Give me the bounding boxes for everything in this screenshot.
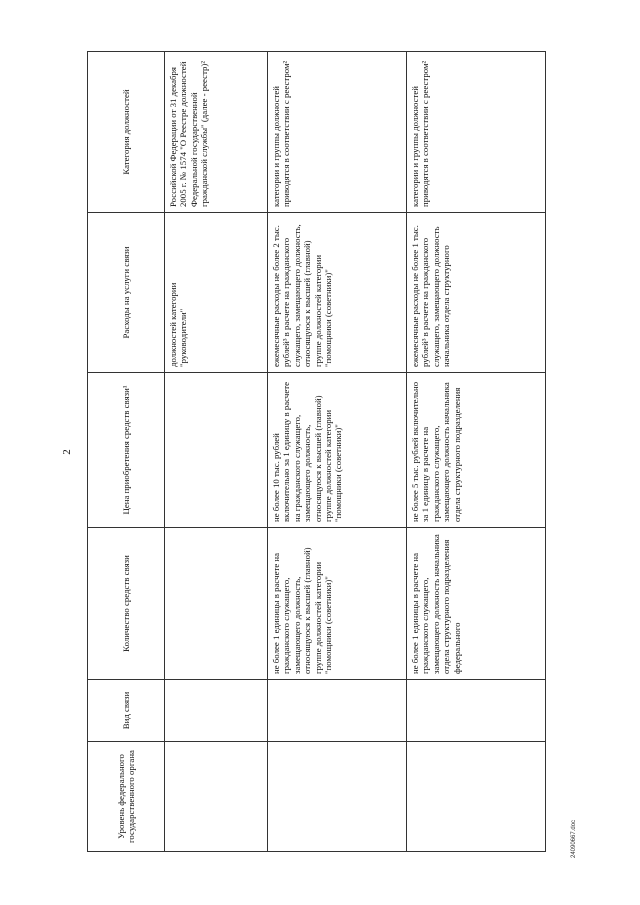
cell-expenses: ежемесячные расходы не более 1 тыс. рублей³ в расчете на гражданского служащего, замещающего должность начальника отдела структурного bbox=[407, 213, 546, 373]
cell-category: категории и группы должностей приводятся в соответствии с реестром² bbox=[268, 52, 407, 213]
cell-level bbox=[268, 742, 407, 852]
cell-price: не более 10 тыс. рублей включительно за 1 единицу в расчете на гражданского служащего, замещающего должность, относящуюся к высшей (главной) группе должностей категории "помощники (советники)" bbox=[268, 373, 407, 528]
header-quantity: Количество средств связи bbox=[88, 528, 165, 680]
header-type: Вид связи bbox=[88, 680, 165, 742]
header-level: Уровень федерального государственного органа bbox=[88, 742, 165, 852]
cell-quantity: не более 1 единицы в расчете на гражданского служащего, замещающего должность, относящуюся к высшей (главной) группе должностей категории "помощники (советники)" bbox=[268, 528, 407, 680]
cell-expenses: ежемесячные расходы не более 2 тыс. рублей³ в расчете на гражданского служащего, замещающего должность, относящуюся к высшей (главной) группе должностей категории "помощники (советники)" bbox=[268, 213, 407, 373]
cell-quantity bbox=[165, 528, 268, 680]
cell-level bbox=[165, 742, 268, 852]
cell-category: категории и группы должностей приводятся в соответствии с реестром² bbox=[407, 52, 546, 213]
table-row bbox=[407, 52, 546, 852]
table-row bbox=[165, 52, 268, 852]
cell-category: Российской Федерации от 31 декабря 2005 г. № 1574 "О Реестре должностей Федеральной государственной гражданской службы" (далее - реестр)² bbox=[165, 52, 268, 213]
header-category: Категория должностей bbox=[88, 52, 165, 213]
cell-type bbox=[268, 680, 407, 742]
cell-type bbox=[407, 680, 546, 742]
positions-table bbox=[87, 51, 546, 852]
cell-price bbox=[165, 373, 268, 528]
rotated-page bbox=[61, 46, 579, 858]
file-label: 24090667.doc bbox=[571, 819, 577, 858]
cell-level bbox=[407, 742, 546, 852]
cell-quantity: не более 1 единицы в расчете на гражданского служащего, замещающего должность начальника отдела структурного подразделения федерального bbox=[407, 528, 546, 680]
table-row bbox=[268, 52, 407, 852]
table-header-row bbox=[88, 52, 165, 852]
header-price: Цена приобретения средств связи¹ bbox=[88, 373, 165, 528]
page-number: 2 bbox=[61, 449, 73, 455]
cell-type bbox=[165, 680, 268, 742]
header-expenses: Расходы на услуги связи bbox=[88, 213, 165, 373]
cell-price: не более 5 тыс. рублей включительно за 1 единицу в расчете на гражданского служащего, замещающего должность начальника отдела структурного подразделения bbox=[407, 373, 546, 528]
cell-expenses: должностей категории "руководители" bbox=[165, 213, 268, 373]
